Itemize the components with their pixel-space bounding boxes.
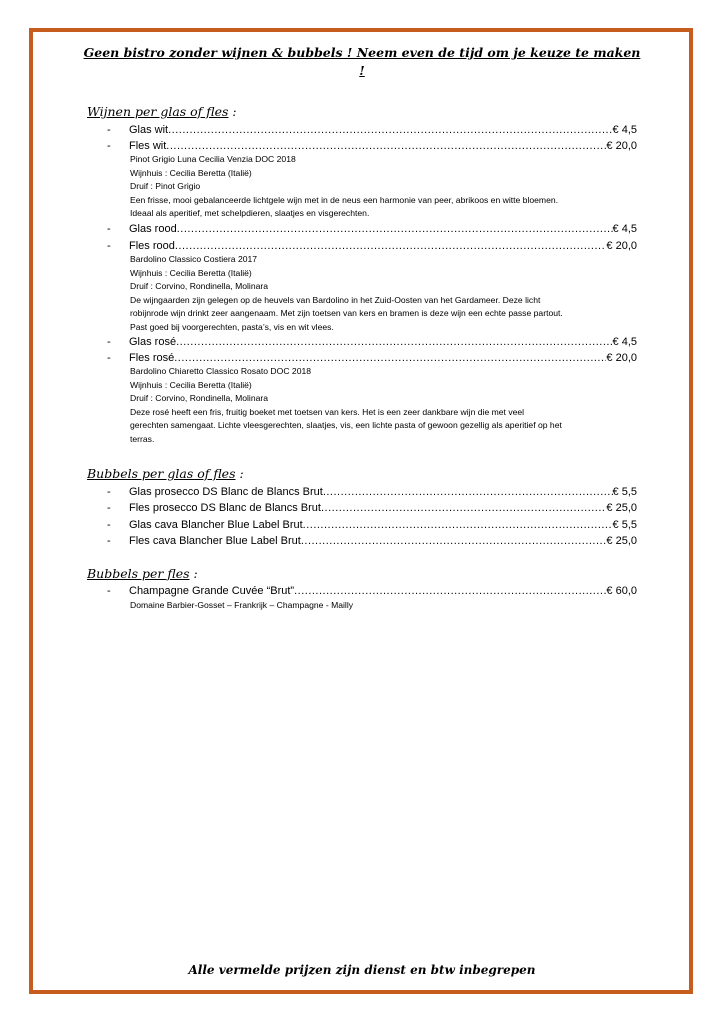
wine-house: Domaine Barbier-Gosset – Frankrijk – Champagne - Mailly — [130, 600, 354, 610]
item-price: € 20,0 — [606, 140, 637, 152]
wine-grape: Druif : Corvino, Rondinella, Molinara — [130, 393, 269, 403]
item-price: € 4,5 — [612, 336, 637, 348]
section-heading-suffix: : — [235, 466, 244, 481]
page-title: Geen bistro zonder wijnen & bubbels ! Neem even de tijd om je keuze te maken ! — [83, 45, 641, 78]
champagne-description — [130, 599, 640, 613]
wine-text-line: terras. — [130, 433, 155, 444]
item-dash: - — [107, 585, 111, 597]
item-price: € 20,0 — [606, 240, 637, 252]
item-name: Glas cava Blancher Blue Label Brut — [129, 519, 303, 531]
menu-item-fles-rose — [107, 351, 637, 366]
wine-house: Wijnhuis : Cecilia Beretta (Italië) — [130, 267, 252, 278]
item-name: Glas prosecco DS Blanc de Blancs Brut — [129, 486, 323, 498]
wine-text-line: De wijngaarden zijn gelegen op de heuvels van Bardolino in het Zuid-Oosten van het Gardameer. Deze licht — [130, 294, 541, 305]
item-dash: - — [107, 519, 111, 531]
item-name: Glas wit — [129, 124, 169, 136]
section-heading-bubbels-glas — [87, 466, 244, 481]
dot-leader — [175, 239, 607, 254]
wine-name: Bardolino Classico Costiera 2017 — [130, 254, 258, 264]
item-dash: - — [107, 336, 111, 348]
dot-leader — [176, 335, 612, 350]
wine-text-line: gerechten samengaat. Lichte vleesgerechten, slaatjes, vis, een lichte pasta of gewoon gezellig als aperitief op het — [130, 420, 562, 430]
item-dash: - — [107, 240, 111, 252]
item-name: Glas rood — [129, 223, 177, 235]
wine-text-line: Deze rosé heeft een fris, fruitig boeket met toetsen van kers. Het is een zeer dankbare wijn die met veel — [130, 406, 525, 417]
wine-house: Wijnhuis : Cecilia Beretta (Italië) — [130, 167, 252, 178]
item-price: € 60,0 — [606, 585, 637, 597]
wine-grape: Druif : Pinot Grigio — [130, 181, 201, 191]
item-dash: - — [107, 502, 111, 514]
item-dash: - — [107, 352, 111, 364]
item-name: Fles prosecco DS Blanc de Blancs Brut — [129, 502, 321, 514]
menu-item-glas-prosecco — [107, 485, 637, 500]
wine-name: Bardolino Chiaretto Classico Rosato DOC 2018 — [130, 366, 312, 376]
item-dash: - — [107, 535, 111, 547]
menu-item-glas-cava — [107, 518, 637, 533]
section-heading-text: Bubbels per glas of fles — [87, 466, 236, 481]
dot-leader — [168, 123, 612, 138]
wine-name: Pinot Grigio Luna Cecilia Venzia DOC 2018 — [130, 154, 296, 164]
item-price: € 25,0 — [606, 502, 637, 514]
wine-description-rose — [130, 365, 640, 446]
menu-item-champagne — [107, 584, 637, 599]
menu-item-fles-wit — [107, 139, 637, 154]
dot-leader — [321, 501, 606, 516]
wine-description-rood — [130, 253, 640, 334]
item-name: Fles rood — [129, 240, 175, 252]
footer-note: Alle vermelde prijzen zijn dienst en btw inbegrepen — [188, 963, 536, 977]
dot-leader — [294, 584, 606, 599]
section-heading-text: Bubbels per fles — [87, 566, 190, 581]
menu-item-glas-rood — [107, 222, 637, 237]
item-price: € 5,5 — [612, 519, 637, 531]
wine-description-wit — [130, 153, 640, 221]
item-dash: - — [107, 124, 111, 136]
dot-leader — [301, 534, 607, 549]
section-heading-suffix: : — [228, 104, 237, 119]
item-name: Fles wit — [129, 140, 167, 152]
wine-house: Wijnhuis : Cecilia Beretta (Italië) — [130, 379, 252, 390]
item-dash: - — [107, 486, 111, 498]
dot-leader — [303, 518, 613, 533]
dot-leader — [323, 485, 613, 500]
item-name: Champagne Grande Cuvée “Brut” — [129, 585, 295, 597]
section-heading-text: Wijnen per glas of fles — [87, 104, 229, 119]
item-name: Fles rosé — [129, 352, 175, 364]
menu-item-glas-wit — [107, 123, 637, 138]
item-name: Glas rosé — [129, 336, 177, 348]
menu-item-fles-cava — [107, 534, 637, 549]
wine-grape: Druif : Corvino, Rondinella, Molinara — [130, 281, 269, 291]
wine-text-line: Een frisse, mooi gebalanceerde lichtgele wijn met in de neus een harmonie van peer, abrikoos en witte bloemen. — [130, 194, 559, 205]
menu-item-fles-prosecco — [107, 501, 637, 516]
section-heading-bubbels-fles — [87, 566, 198, 581]
item-price: € 25,0 — [606, 535, 637, 547]
item-price: € 5,5 — [612, 486, 637, 498]
wine-text-line: Past goed bij voorgerechten, pasta’s, vis en wit vlees. — [130, 321, 334, 332]
menu-item-glas-rose — [107, 335, 637, 350]
dot-leader — [166, 139, 606, 154]
item-dash: - — [107, 140, 111, 152]
menu-item-fles-rood — [107, 239, 637, 254]
dot-leader — [177, 222, 613, 237]
item-price: € 4,5 — [612, 223, 637, 235]
section-heading-suffix: : — [189, 566, 198, 581]
wine-text-line: robijnrode wijn drinkt zeer aangenaam. Met zijn toetsen van kers en bramen is deze wijn een echte passe partout. — [130, 308, 563, 318]
item-dash: - — [107, 223, 111, 235]
wine-text-line: Ideaal als aperitief, met schelpdieren, slaatjes en visgerechten. — [130, 208, 370, 218]
item-price: € 4,5 — [612, 124, 637, 136]
section-heading-wijnen — [87, 104, 237, 119]
dot-leader — [174, 351, 606, 366]
item-price: € 20,0 — [606, 352, 637, 364]
item-name: Fles cava Blancher Blue Label Brut — [129, 535, 301, 547]
